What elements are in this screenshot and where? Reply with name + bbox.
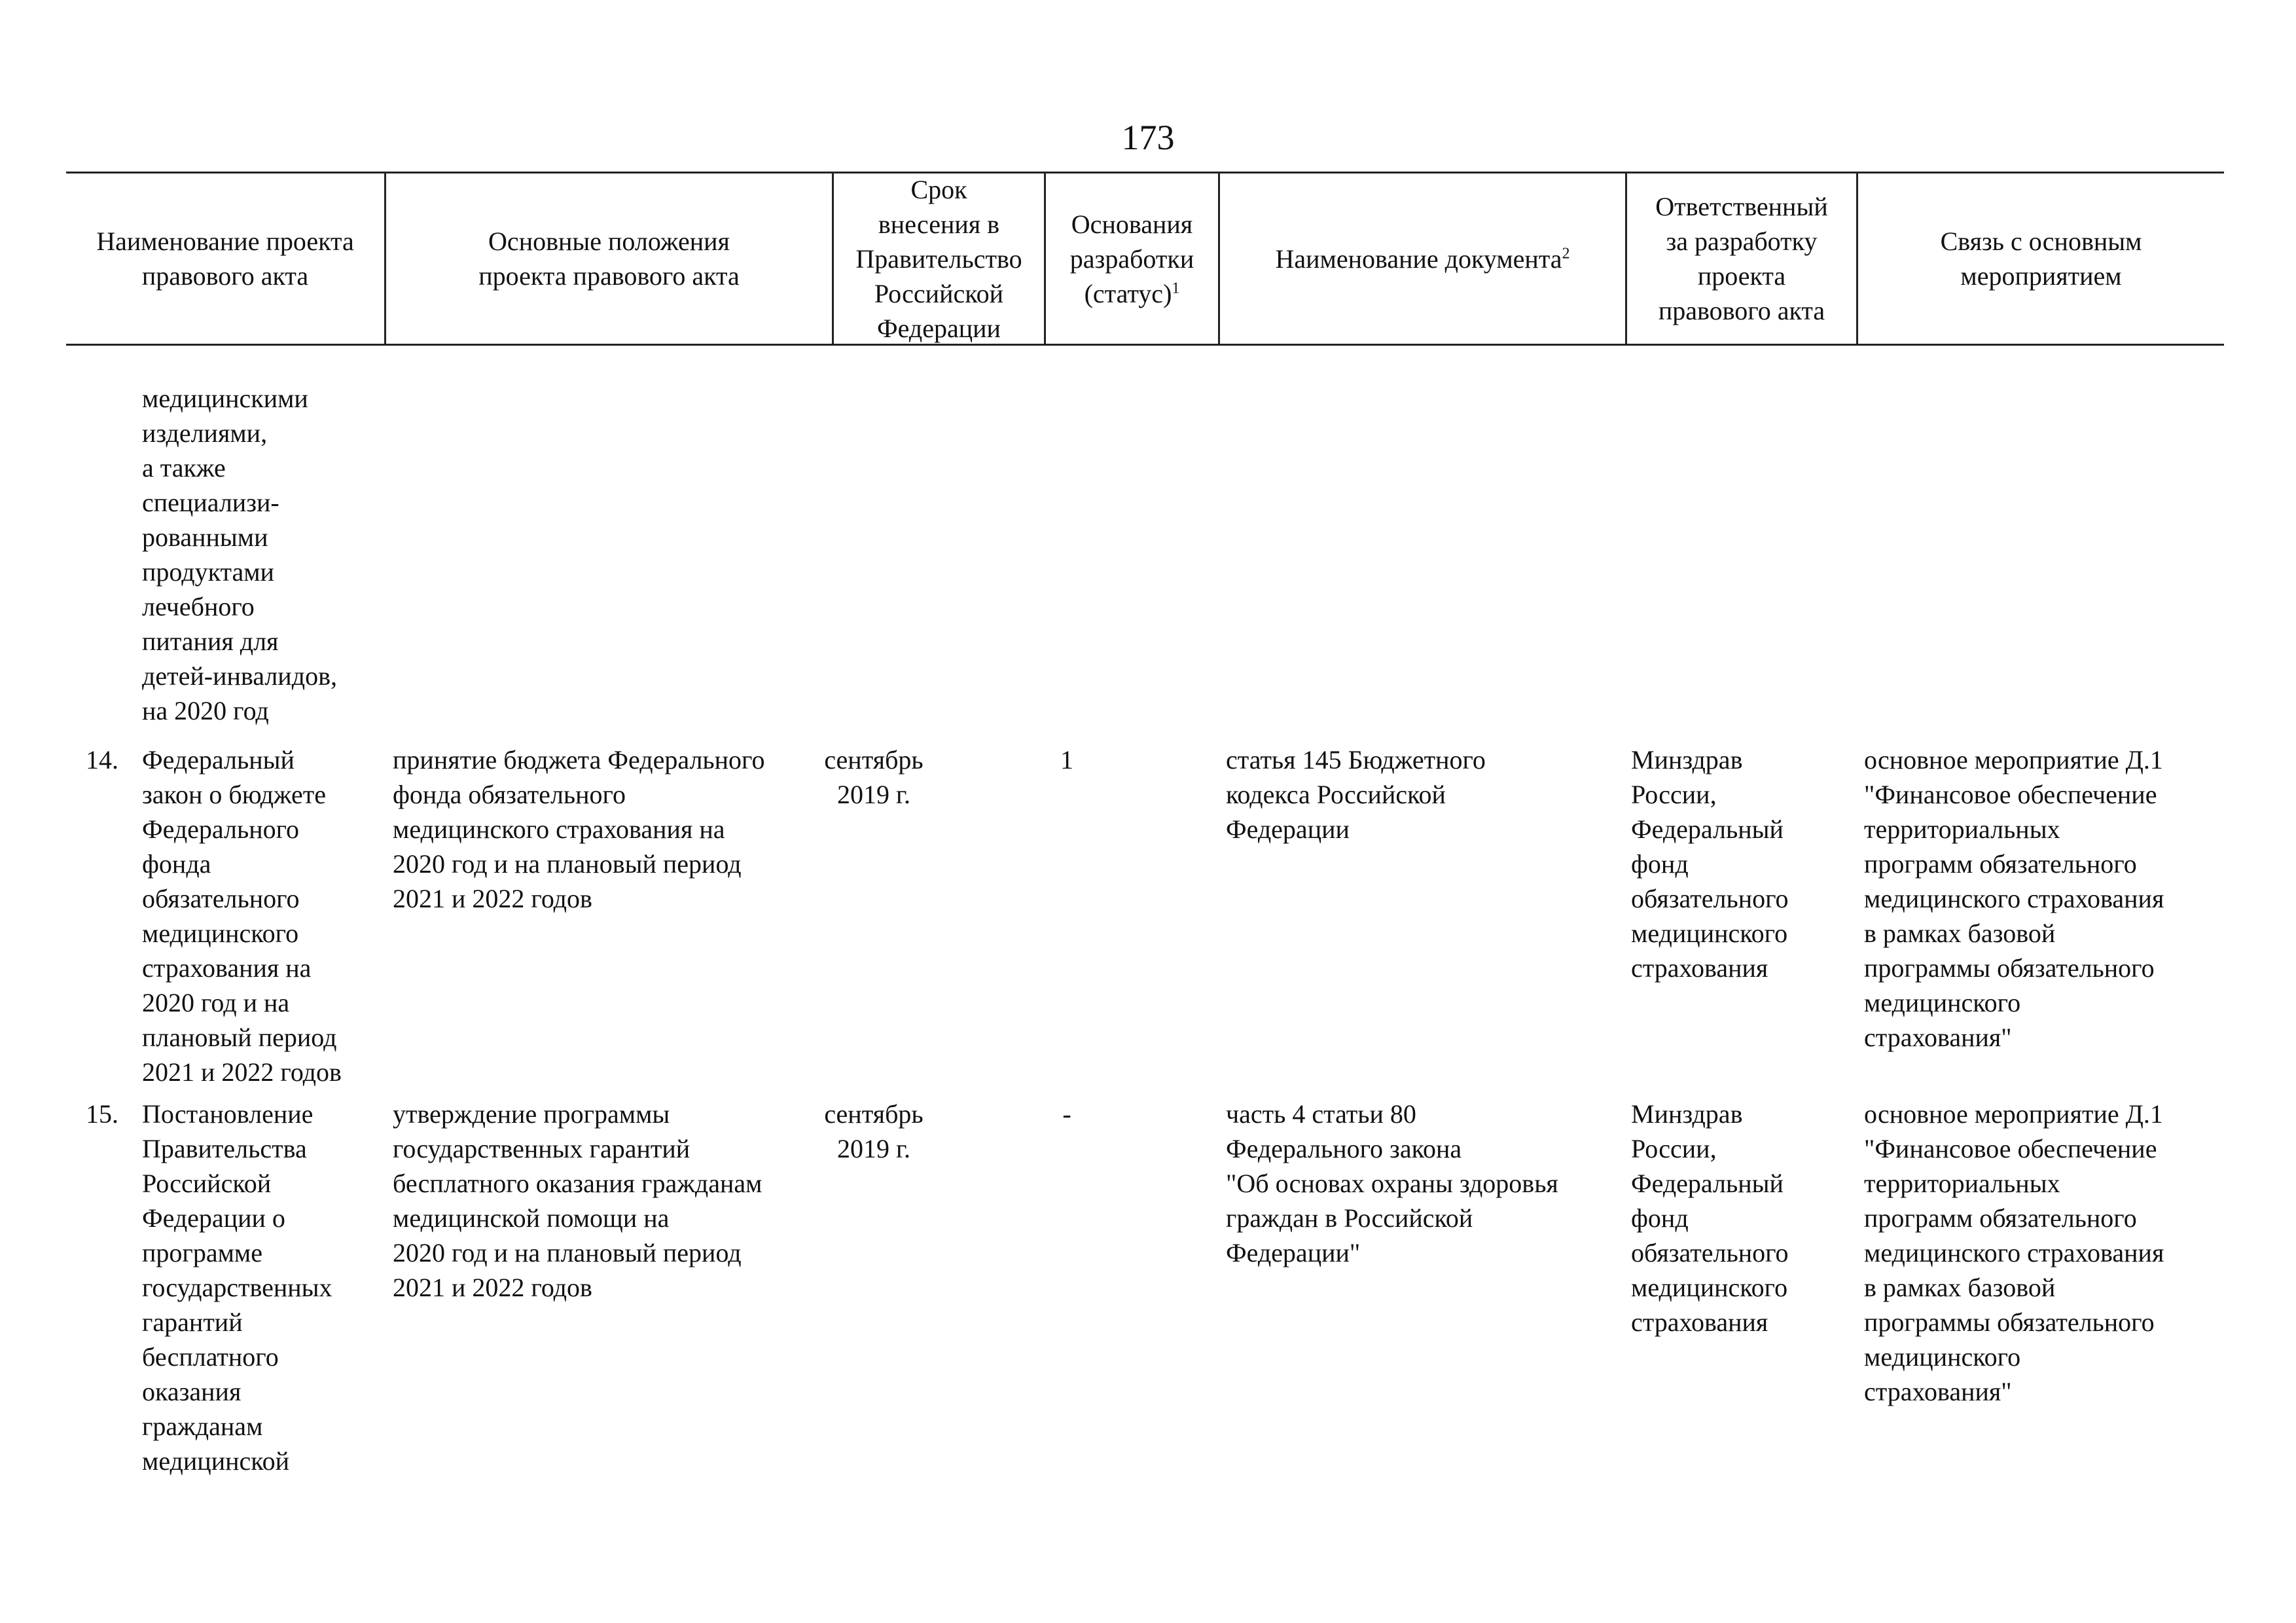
- row-number: 15.: [86, 1099, 118, 1129]
- row-main-activity-link: основное мероприятие Д.1 "Финансовое обеспечение территориальных программ обязательного медицинского страхования в рамках базовой программы обязательного медицинского страхования": [1864, 745, 2164, 1052]
- header-document-name: Наименование документа$^2$: [1220, 173, 1627, 344]
- footnote-1-marker: 1: [1172, 280, 1180, 297]
- page-number: 173: [1121, 118, 1175, 157]
- row-deadline: сентябрь 2019 г.: [824, 745, 924, 809]
- row-number: 14.: [86, 745, 118, 775]
- row-project-name: Федеральный закон о бюджете Федерального фонда обязательного медицинского страхования на 2020 год и на плановый период 2021 и 2022 годов: [142, 745, 342, 1087]
- header-basis-status: Основания разработки (статус)$^1$: [1046, 173, 1220, 344]
- row-main-provisions: принятие бюджета Федерального фонда обязательного медицинского страхования на 2020 год и на плановый период 2021 и 2022 годов: [393, 745, 765, 913]
- row-deadline: сентябрь 2019 г.: [824, 1099, 924, 1163]
- table-header: [66, 172, 2224, 346]
- continuation-project-name: медицинскими изделиями, а также специализи- рованными продуктами лечебного питания для детей-инвалидов, на 2020 год: [142, 384, 337, 725]
- row-basis-status: 1: [1060, 745, 1073, 775]
- header-responsible: Ответственный за разработку проекта правового акта: [1627, 173, 1858, 344]
- row-main-activity-link: основное мероприятие Д.1 "Финансовое обеспечение территориальных программ обязательного медицинского страхования в рамках базовой программы обязательного медицинского страхования": [1864, 1099, 2164, 1406]
- header-main-activity-link: Связь с основным мероприятием: [1940, 227, 2142, 291]
- row-document-name: статья 145 Бюджетного кодекса Российской Федерации: [1226, 745, 1486, 844]
- header-main-provisions: Основные положения проекта правового акта: [386, 173, 834, 344]
- header-project-name: Наименование проекта правового акта: [66, 173, 386, 344]
- footnote-2-marker: 2: [1562, 245, 1570, 263]
- row-main-provisions: утверждение программы государственных гарантий бесплатного оказания гражданам медицинской помощи на 2020 год и на плановый период 2021 и 2022 годов: [393, 1099, 762, 1302]
- row-project-name: Постановление Правительства Российской Федерации о программе государственных гарантий бесплатного оказания гражданам медицинской: [142, 1099, 332, 1476]
- row-responsible: Минздрав России, Федеральный фонд обязательного медицинского страхования: [1631, 1099, 1789, 1337]
- header-deadline: Срок внесения в Правительство Российской Федерации: [834, 173, 1046, 344]
- row-basis-status: -: [1062, 1099, 1071, 1129]
- row-document-name: часть 4 статьи 80 Федерального закона "Об основах охраны здоровья граждан в Российской Федерации": [1226, 1099, 1558, 1267]
- row-responsible: Минздрав России, Федеральный фонд обязательного медицинского страхования: [1631, 745, 1789, 983]
